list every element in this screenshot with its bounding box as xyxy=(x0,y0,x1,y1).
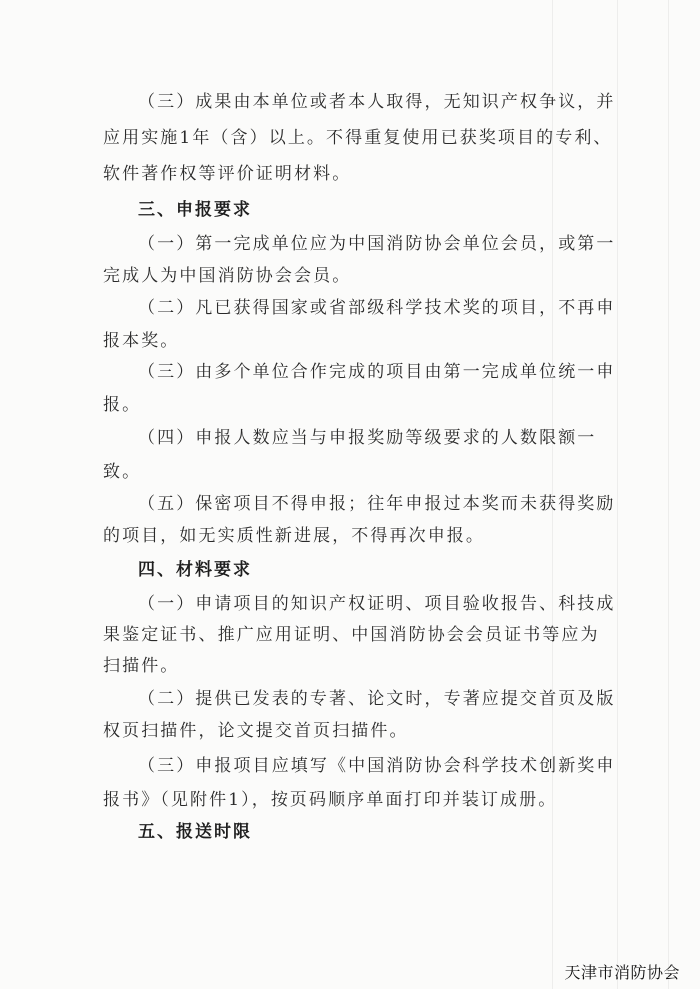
paragraph-line: （五）保密项目不得申报；往年申报过本奖而未获得奖励 xyxy=(138,494,616,514)
paragraph-line: 完成人为中国消防协会会员。 xyxy=(103,266,352,286)
paragraph-line: 权页扫描件，论文提交首页扫描件。 xyxy=(103,721,409,741)
paragraph-line: （二）凡已获得国家或省部级科学技术奖的项目，不再申 xyxy=(138,298,616,318)
paragraph-line: 报书》（见附件1），按页码顺序单面打印并装订成册。 xyxy=(103,790,558,810)
paragraph-line: （一）申请项目的知识产权证明、项目验收报告、科技成 xyxy=(138,594,616,614)
section-heading: 五、报送时限 xyxy=(138,822,252,842)
paragraph-line: （四）申报人数应当与申报奖励等级要求的人数限额一 xyxy=(138,428,597,448)
paragraph-line: （三）由多个单位合作完成的项目由第一完成单位统一申 xyxy=(138,362,616,382)
paragraph-line: 报本奖。 xyxy=(103,331,180,351)
paragraph-line: （三）成果由本单位或者本人取得，无知识产权争议，并 xyxy=(138,92,616,112)
paragraph-line: 应用实施1年（含）以上。不得重复使用已获奖项目的专利、 xyxy=(103,128,613,148)
paragraph-line: 软件著作权等评价证明材料。 xyxy=(103,164,352,184)
paragraph-line: 的项目，如无实质性新进展，不得再次申报。 xyxy=(103,526,485,546)
paragraph-line: 报。 xyxy=(103,395,142,415)
paragraph-line: （二）提供已发表的专著、论文时，专著应提交首页及版 xyxy=(138,689,616,709)
paragraph-line: 致。 xyxy=(103,462,142,482)
paragraph-line: 扫描件。 xyxy=(103,656,180,676)
paragraph-line: （一）第一完成单位应为中国消防协会单位会员，或第一 xyxy=(138,234,616,254)
section-heading: 四、材料要求 xyxy=(138,560,252,580)
paragraph-line: （三）申报项目应填写《中国消防协会科学技术创新奖申 xyxy=(138,756,616,776)
section-heading: 三、申报要求 xyxy=(138,200,252,220)
paragraph-line: 果鉴定证书、推广应用证明、中国消防协会会员证书等应为 xyxy=(103,625,600,645)
organization-watermark: 天津市消防协会 xyxy=(564,963,680,982)
